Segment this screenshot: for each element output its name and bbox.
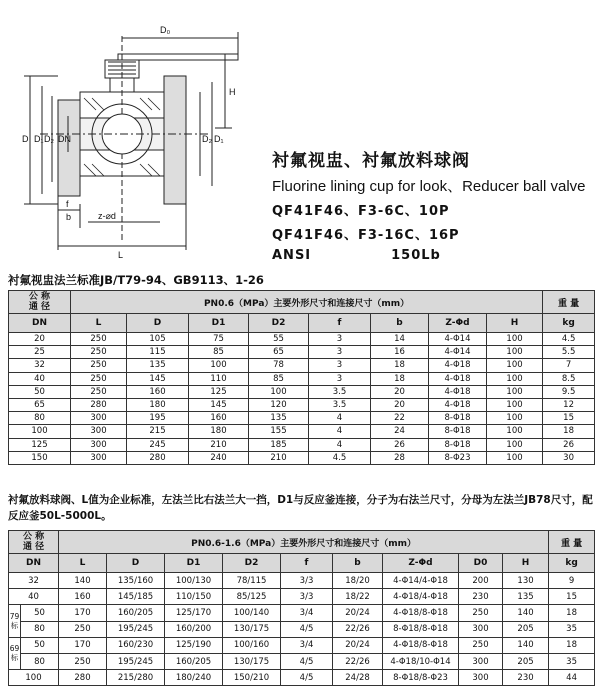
table2-span-header: PN0.6-1.6（MPa）主要外形尺寸和连接尺寸（mm）	[59, 531, 549, 554]
table1-cell: 300	[71, 438, 127, 451]
table1-cell: 3	[309, 372, 371, 385]
table2-cell: 85/125	[223, 589, 281, 605]
table2-cell: 140	[59, 573, 107, 589]
table2-cell: 35	[549, 653, 595, 669]
table2-cell: 32	[9, 573, 59, 589]
table1-cell: 100	[487, 425, 543, 438]
table1-cell: 145	[127, 372, 189, 385]
table1-cell: 4.5	[309, 451, 371, 464]
table2-cell: 125/170	[165, 605, 223, 621]
table2-weight-header: 重 量	[549, 531, 595, 554]
table1-cell: 3	[309, 333, 371, 346]
table1-cell: 100	[189, 359, 249, 372]
table2-cell: 35	[549, 621, 595, 637]
table1-cell: 135	[127, 359, 189, 372]
table1-cell: 55	[249, 333, 309, 346]
label-d2-right: D₂	[202, 134, 212, 144]
table2-cell: 230	[459, 589, 503, 605]
table1-cell: 3	[309, 346, 371, 359]
table1-cell: 215	[127, 425, 189, 438]
table1-cell: 18	[371, 372, 429, 385]
label-f: f	[66, 199, 69, 209]
table2-cell: 250	[59, 653, 107, 669]
model-line-3	[272, 248, 598, 263]
table2-row	[9, 573, 595, 589]
table2-row	[9, 621, 595, 637]
table1-cell: 4-Φ18	[429, 385, 487, 398]
table1-cell: 20	[371, 398, 429, 411]
table2-cell: 22/26	[333, 621, 383, 637]
table1-cell: 125	[189, 385, 249, 398]
label-d1-right: D₁	[214, 134, 224, 144]
title-en: Fluorine lining cup for look、Reducer ball valve	[272, 178, 586, 195]
table2-cell: 250	[459, 605, 503, 621]
table2-cell: 130	[503, 573, 549, 589]
table1-cell: 155	[249, 425, 309, 438]
table1-cell: 240	[189, 451, 249, 464]
table1-cell: 125	[9, 438, 71, 451]
table1-col-l: L	[71, 314, 127, 333]
table1-cell: 195	[127, 412, 189, 425]
table2-cell: 100/140	[223, 605, 281, 621]
table1-row	[9, 398, 595, 411]
table2-cell: 250	[459, 637, 503, 653]
table1-cell: 26	[371, 438, 429, 451]
table2-cell: 80	[21, 621, 59, 637]
table2-cell: 140	[503, 605, 549, 621]
table2-body	[9, 573, 595, 686]
table1-cell: 280	[127, 451, 189, 464]
table2-col-d2: D2	[223, 554, 281, 573]
table2-cell: 215/280	[107, 670, 165, 686]
table1-row	[9, 385, 595, 398]
table2-cell: 205	[503, 653, 549, 669]
table1-cell: 250	[71, 359, 127, 372]
table2-cell: 4-Φ18/8-Φ18	[383, 605, 459, 621]
ansi-class: 150Lb	[391, 248, 441, 263]
table1-cell: 3.5	[309, 385, 371, 398]
table2-cell: 3/4	[281, 637, 333, 653]
table2-cell: 8-Φ18/8-Φ18	[383, 621, 459, 637]
table2-cell: 130/175	[223, 621, 281, 637]
table2-cell: 160/200	[165, 621, 223, 637]
table1-cell: 100	[9, 425, 71, 438]
table2-cell: 18/22	[333, 589, 383, 605]
table1-row	[9, 412, 595, 425]
label-dn: DN	[58, 134, 71, 144]
table1-cell: 150	[9, 451, 71, 464]
table2-cell: 230	[503, 670, 549, 686]
handle-bar	[118, 54, 238, 60]
table1-cell: 250	[71, 372, 127, 385]
table2-col-f: f	[281, 554, 333, 573]
label-l: L	[118, 250, 124, 260]
table1-cell: 100	[487, 451, 543, 464]
table2-cell: 15	[549, 589, 595, 605]
table1-cell: 40	[9, 372, 71, 385]
table1-cell: 135	[249, 412, 309, 425]
table1-body	[9, 333, 595, 465]
table1-col-d: D	[127, 314, 189, 333]
table1-cell: 4-Φ18	[429, 372, 487, 385]
table1-cell: 100	[487, 438, 543, 451]
table1-cell: 18	[371, 359, 429, 372]
table1-corner: 公 称 通 径	[9, 291, 71, 314]
label-d1: D₁	[34, 134, 44, 144]
table1-row	[9, 425, 595, 438]
table1-col-d2: D2	[249, 314, 309, 333]
table1-cell: 100	[487, 412, 543, 425]
table2-cell: 150/210	[223, 670, 281, 686]
label-d2: D₂	[44, 134, 54, 144]
table2-cell: 130/175	[223, 653, 281, 669]
table2-col-l: L	[59, 554, 107, 573]
table2-cell: 195/245	[107, 653, 165, 669]
table2-cell: 4-Φ14/4-Φ18	[383, 573, 459, 589]
label-zd: z-⌀d	[98, 211, 116, 221]
table1-cell: 185	[249, 438, 309, 451]
table2-col-d1: D1	[165, 554, 223, 573]
table1-cell: 24	[371, 425, 429, 438]
table2-col-d0: D0	[459, 554, 503, 573]
table1-cell: 28	[371, 451, 429, 464]
table2-cell: 50	[21, 605, 59, 621]
table2-cell: 100/160	[223, 637, 281, 653]
table2-cell: 125/190	[165, 637, 223, 653]
table1-cell: 8-Φ18	[429, 412, 487, 425]
table2-cell: 300	[459, 653, 503, 669]
model-line-1: QF41F46、F3-6C、10P	[272, 204, 450, 219]
table2-row	[9, 653, 595, 669]
table1-col-dn: DN	[9, 314, 71, 333]
table1-cell: 100	[487, 346, 543, 359]
table2-cell: 135/160	[107, 573, 165, 589]
table2-cell: 200	[459, 573, 503, 589]
table2-row	[9, 605, 595, 621]
table2-cell: 18	[549, 605, 595, 621]
table1-col-h: H	[487, 314, 543, 333]
table1-cell: 250	[71, 333, 127, 346]
table1-cell: 160	[127, 385, 189, 398]
table1-cell: 7	[543, 359, 595, 372]
table1-cell: 65	[249, 346, 309, 359]
table2-cell: 24/28	[333, 670, 383, 686]
valve-drawing	[0, 0, 270, 262]
table2-cell: 170	[59, 605, 107, 621]
ansi-label: ANSI	[272, 248, 312, 263]
table1-cell: 100	[487, 385, 543, 398]
table1-cell: 30	[543, 451, 595, 464]
table2-cell: 280	[59, 670, 107, 686]
table1-cell: 160	[189, 412, 249, 425]
model-line-2: QF41F46、F3-16C、16P	[272, 228, 460, 243]
table2-cell: 4-Φ18/4-Φ18	[383, 589, 459, 605]
table2-cell: 18/20	[333, 573, 383, 589]
table1-cell: 4-Φ18	[429, 359, 487, 372]
table1-cell: 100	[249, 385, 309, 398]
table1-col-zd: Z-Φd	[429, 314, 487, 333]
table1-row	[9, 333, 595, 346]
table1-cell: 15	[543, 412, 595, 425]
table1-cell: 4-Φ18	[429, 398, 487, 411]
table2-cell: 3/4	[281, 605, 333, 621]
table1-row	[9, 372, 595, 385]
table2-cell: 40	[9, 589, 59, 605]
table2-col-dn: DN	[9, 554, 59, 573]
table2-cell: 4/5	[281, 670, 333, 686]
table1-cell: 4.5	[543, 333, 595, 346]
table1-row	[9, 359, 595, 372]
title-cn: 衬氟视盅、衬氟放料球阀	[272, 151, 470, 171]
table2-col-zd: Z-Φd	[383, 554, 459, 573]
table2-row	[9, 637, 595, 653]
table1-cell: 115	[127, 346, 189, 359]
table2-row	[9, 670, 595, 686]
table1-cell: 18	[543, 425, 595, 438]
table2-cell: 205	[503, 621, 549, 637]
table1-cell: 120	[249, 398, 309, 411]
table1-cell: 78	[249, 359, 309, 372]
table1-span-header: PN0.6（MPa）主要外形尺寸和连接尺寸（mm）	[71, 291, 543, 314]
table1-cell: 100	[487, 372, 543, 385]
table1-cell: 245	[127, 438, 189, 451]
table2-cell: 140	[503, 637, 549, 653]
table1-cell: 22	[371, 412, 429, 425]
table1-cell: 300	[71, 412, 127, 425]
table2-cell: 160/205	[165, 653, 223, 669]
table2-cell: 160	[59, 589, 107, 605]
table1	[8, 290, 595, 465]
table1-cell: 75	[189, 333, 249, 346]
table2-cell: 110/150	[165, 589, 223, 605]
table1-cell: 4-Φ14	[429, 346, 487, 359]
table1-standard: 衬氟视盅法兰标准JB/T79-94、GB9113、1-26	[8, 273, 264, 287]
table1-cell: 4-Φ14	[429, 333, 487, 346]
label-d: D	[22, 134, 29, 144]
table1-cell: 50	[9, 385, 71, 398]
table2-cell: 300	[459, 670, 503, 686]
table1-cell: 100	[487, 398, 543, 411]
table2-cell: 18	[549, 637, 595, 653]
table1-cell: 26	[543, 438, 595, 451]
table2-col-b: b	[333, 554, 383, 573]
table1-cell: 4	[309, 412, 371, 425]
table1-cell: 250	[71, 346, 127, 359]
table2-row	[9, 589, 595, 605]
table2-cell: 4-Φ18/8-Φ18	[383, 637, 459, 653]
label-d0: D₀	[160, 25, 171, 35]
table1-cell: 20	[371, 385, 429, 398]
table2-col-d: D	[107, 554, 165, 573]
table2-cell: 80	[21, 653, 59, 669]
table2-cell: 4/5	[281, 621, 333, 637]
table1-row	[9, 451, 595, 464]
table1-cell: 9.5	[543, 385, 595, 398]
table2	[8, 530, 595, 686]
table1-col-f: f	[309, 314, 371, 333]
table1-cell: 85	[249, 372, 309, 385]
table1-cell: 280	[71, 398, 127, 411]
table1-col-d1: D1	[189, 314, 249, 333]
table2-cell: 180/240	[165, 670, 223, 686]
table1-row	[9, 346, 595, 359]
table1-cell: 8-Φ23	[429, 451, 487, 464]
table2-cell: 8-Φ18/8-Φ23	[383, 670, 459, 686]
table1-cell: 12	[543, 398, 595, 411]
table1-cell: 145	[189, 398, 249, 411]
table1-cell: 110	[189, 372, 249, 385]
table2-cell: 160/205	[107, 605, 165, 621]
table1-row	[9, 438, 595, 451]
table1-cell: 85	[189, 346, 249, 359]
table1-cell: 5.5	[543, 346, 595, 359]
table2-std-69: 69标	[9, 637, 21, 669]
table1-cell: 300	[71, 425, 127, 438]
table2-col-h: H	[503, 554, 549, 573]
table2-cell: 4-Φ18/10-Φ14	[383, 653, 459, 669]
table2-corner: 公 称 通 径	[9, 531, 59, 554]
table2-cell: 100/130	[165, 573, 223, 589]
table1-cell: 210	[189, 438, 249, 451]
table1-cell: 105	[127, 333, 189, 346]
table1-cell: 210	[249, 451, 309, 464]
table1-cell: 16	[371, 346, 429, 359]
label-b: b	[66, 212, 72, 222]
table1-col-kg: kg	[543, 314, 595, 333]
table2-cell: 3/3	[281, 589, 333, 605]
table2-cell: 78/115	[223, 573, 281, 589]
table1-cell: 8-Φ18	[429, 425, 487, 438]
table1-weight-header: 重 量	[543, 291, 595, 314]
table2-cell: 3/3	[281, 573, 333, 589]
table1-cell: 3	[309, 359, 371, 372]
label-h: H	[229, 87, 236, 97]
table2-cell: 160/230	[107, 637, 165, 653]
table2-cell: 20/24	[333, 605, 383, 621]
table1-cell: 32	[9, 359, 71, 372]
table2-cell: 44	[549, 670, 595, 686]
table1-cell: 180	[127, 398, 189, 411]
table1-cell: 20	[9, 333, 71, 346]
table2-cell: 135	[503, 589, 549, 605]
table2-cell: 20/24	[333, 637, 383, 653]
table1-cell: 8-Φ18	[429, 438, 487, 451]
table1-cell: 80	[9, 412, 71, 425]
note-text: 衬氟放料球阀、L值为企业标准，左法兰比右法兰大一挡，D1与反应釜连接，分子为右法兰尺寸，分母为左法兰JB78尺寸，配反应釜50L-5000L。	[8, 494, 593, 522]
table1-cell: 25	[9, 346, 71, 359]
table2-cell: 250	[59, 621, 107, 637]
table1-cell: 3.5	[309, 398, 371, 411]
table2-cell: 9	[549, 573, 595, 589]
table2-cell: 300	[459, 621, 503, 637]
table2-cell: 170	[59, 637, 107, 653]
table1-cell: 180	[189, 425, 249, 438]
table1-cell: 4	[309, 438, 371, 451]
table1-cell: 8.5	[543, 372, 595, 385]
table1-cell: 65	[9, 398, 71, 411]
table2-cell: 145/185	[107, 589, 165, 605]
table2-cell: 100	[9, 670, 59, 686]
table1-cell: 100	[487, 359, 543, 372]
table2-col-kg: kg	[549, 554, 595, 573]
table1-cell: 4	[309, 425, 371, 438]
table1-col-b: b	[371, 314, 429, 333]
table1-cell: 100	[487, 333, 543, 346]
table2-cell: 195/245	[107, 621, 165, 637]
title-block	[272, 146, 598, 268]
table2-cell: 22/26	[333, 653, 383, 669]
table1-cell: 300	[71, 451, 127, 464]
table2-std-79: 79标	[9, 605, 21, 637]
table1-cell: 14	[371, 333, 429, 346]
table2-cell: 4/5	[281, 653, 333, 669]
table1-cell: 250	[71, 385, 127, 398]
table2-cell: 50	[21, 637, 59, 653]
